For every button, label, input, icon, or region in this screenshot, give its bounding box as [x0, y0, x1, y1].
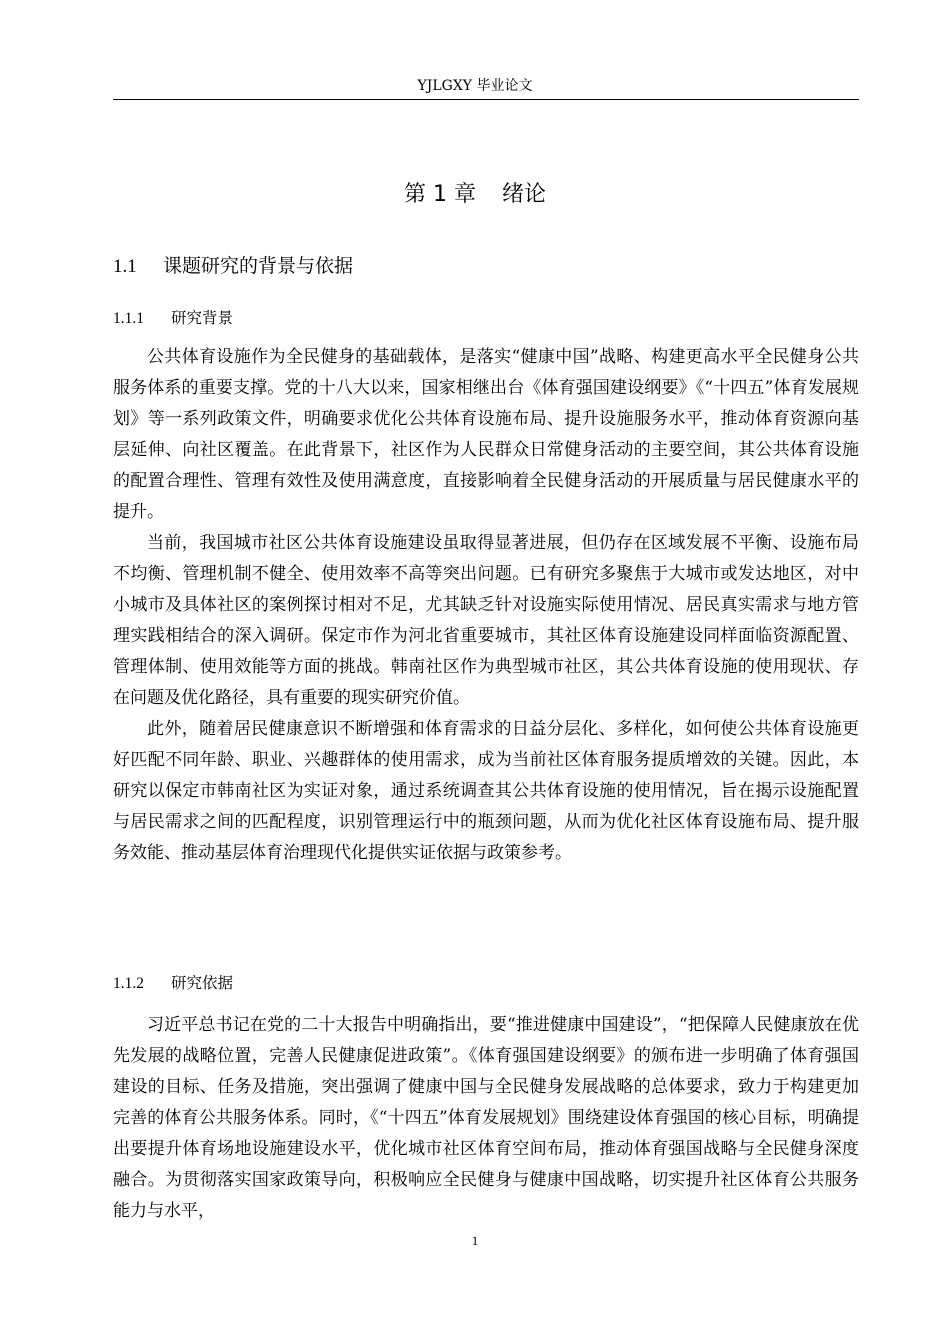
- research-basis-body: [113, 1010, 859, 1227]
- subsection-heading-1-1-2: [113, 971, 233, 996]
- paragraph: 此外，随着居民健康意识不断增强和体育需求的日益分层化、多样化，如何使公共体育设施更好匹配不同年龄、职业、兴趣群体的使用需求，成为当前社区体育服务提质增效的关键。因此，本研究以保定市韩南社区为实证对象，通过系统调查其公共体育设施的使用情况，旨在揭示设施配置与居民需求之间的匹配程度，识别管理运行中的瓶颈问题，从而为优化社区体育设施布局、提升服务效能、推动基层体育治理现代化提供实证依据与政策参考。: [113, 719, 859, 863]
- running-header: YJLGXY 毕业论文: [417, 78, 533, 94]
- section-heading-1-1: [113, 252, 353, 281]
- chapter-name: 绪论: [501, 182, 546, 207]
- subsection-number: 1.1.2: [113, 975, 144, 992]
- paragraph: 公共体育设施作为全民健身的基础载体，是落实“健康中国”战略、构建更高水平全民健身公共服务体系的重要支撑。党的十八大以来，国家相继出台《体育强国建设纲要》《“十四五”体育发展规划》等一系列政策文件，明确要求优化公共体育设施布局、提升设施服务水平，推动体育资源向基层延伸、向社区覆盖。在此背景下，社区作为人民群众日常健身活动的主要空间，其公共体育设施的配置合理性、管理有效性及使用满意度，直接影响着全民健身活动的开展质量与居民健康水平的提升。: [113, 347, 859, 522]
- subsection-title: 研究背景: [171, 309, 234, 327]
- chapter-number: 第 1 章: [404, 182, 476, 207]
- subsection-heading-1-1-1: [113, 306, 233, 331]
- subsection-number: 1.1.1: [113, 310, 144, 327]
- paragraph: 当前，我国城市社区公共体育设施建设虽取得显著进展，但仍存在区域发展不平衡、设施布局不均衡、管理机制不健全、使用效率不高等突出问题。已有研究多聚焦于大城市或发达地区，对中小城市及具体社区的案例探讨相对不足，尤其缺乏针对设施实际使用情况、居民真实需求与地方管理实践相结合的深入调研。保定市作为河北省重要城市，其社区体育设施建设同样面临资源配置、管理体制、使用效能等方面的挑战。韩南社区作为典型城市社区，其公共体育设施的使用现状、存在问题及优化路径，具有重要的现实研究价值。: [113, 533, 859, 708]
- section-number: 1.1: [113, 256, 137, 277]
- subsection-title: 研究依据: [171, 974, 234, 992]
- header-divider: [113, 99, 859, 100]
- paragraph: 习近平总书记在党的二十大报告中明确指出，要“推进健康中国建设”，“把保障人民健康放在优先发展的战略位置，完善人民健康促进政策”。《体育强国建设纲要》的颁布进一步明确了体育强国建设的目标、任务及措施，突出强调了健康中国与全民健身发展战略的总体要求，致力于构建更加完善的体育公共服务体系。同时，《“十四五”体育发展规划》围绕建设体育强国的核心目标，明确提出要提升体育场地设施建设水平，优化城市社区体育空间布局，推动体育强国战略与全民健身深度融合。为贯彻落实国家政策导向，积极响应全民健身与健康中国战略，切实提升社区体育公共服务能力与水平，: [113, 1015, 859, 1221]
- research-background-body: [113, 342, 859, 869]
- chapter-title: [0, 178, 950, 212]
- page-number: 1: [471, 1233, 479, 1248]
- section-title: 课题研究的背景与依据: [163, 255, 354, 277]
